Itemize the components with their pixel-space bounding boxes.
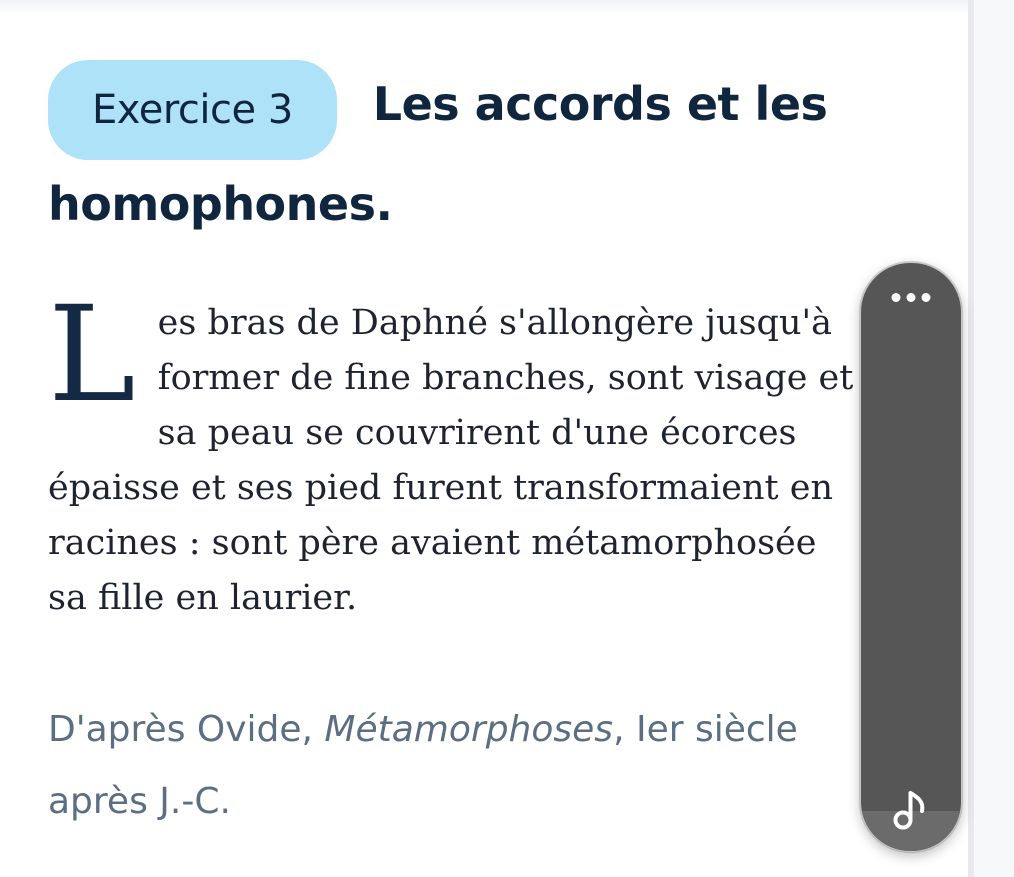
passage-line: es bras de Daphné s'allongère jusqu'à [157, 303, 832, 343]
floating-toolbar [860, 262, 962, 852]
music-note-icon[interactable] [891, 787, 931, 831]
exercise-heading [48, 60, 908, 248]
passage-line: sa peau se couvrirent d'une écorces [157, 413, 797, 453]
passage-line: sa fille en laurier. [48, 578, 358, 618]
exercise-title: Les accords et les homophones. [48, 77, 828, 231]
exercise-badge: Exercice 3 [48, 60, 337, 160]
passage-line: racines : sont père avaient métamorphosée [48, 523, 817, 563]
drop-cap: L [48, 278, 136, 432]
citation-suffix: , Ier siècle après J.-C. [48, 709, 798, 822]
page-edge [968, 0, 974, 877]
passage-line: épaisse et ses pied furent transformaient en [48, 468, 833, 508]
citation-work-title: Métamorphoses [324, 709, 614, 750]
passage-text [48, 278, 928, 626]
citation-prefix: D'après Ovide, [48, 709, 325, 750]
passage-line: former de fine branches, sont visage et [157, 358, 854, 398]
source-citation [48, 694, 848, 838]
top-bar-shadow [0, 0, 968, 16]
more-horizontal-icon[interactable] [892, 293, 931, 302]
